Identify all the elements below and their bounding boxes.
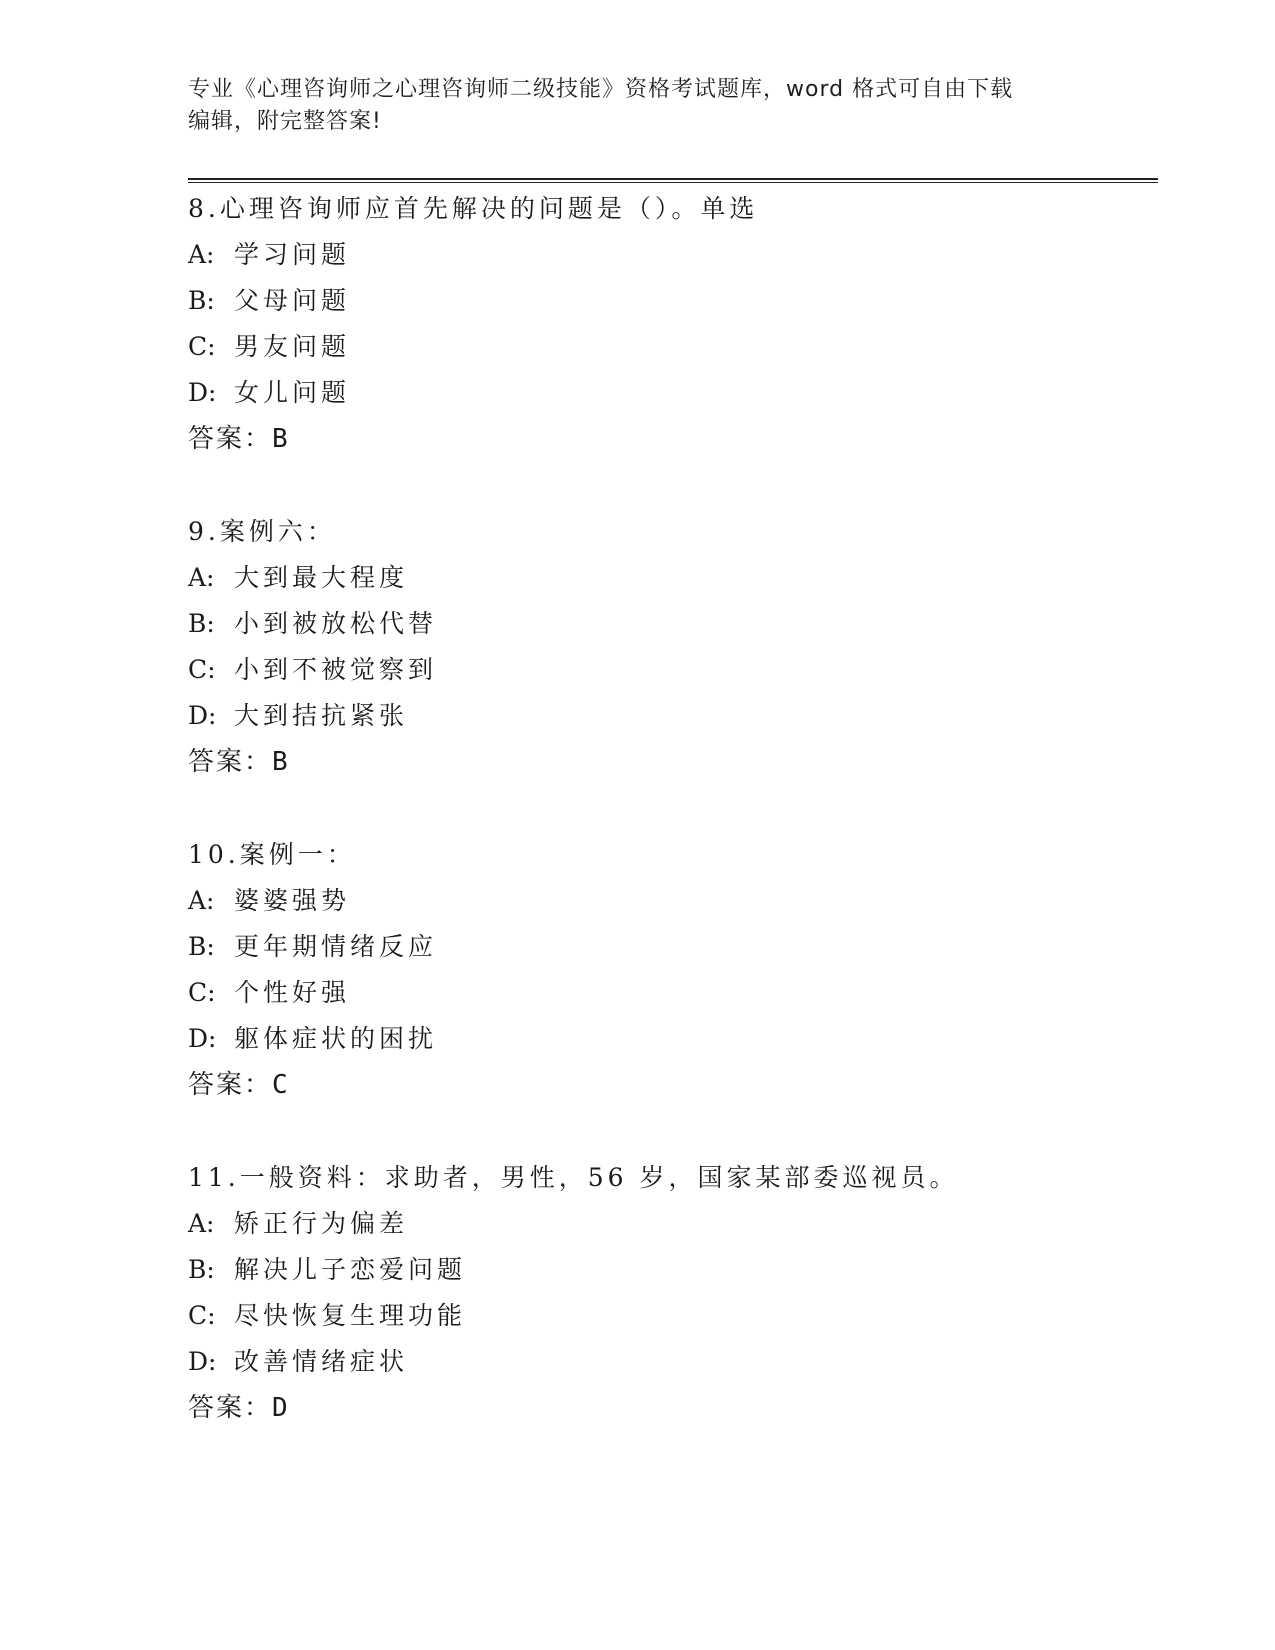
header-divider (188, 178, 1158, 183)
answer-value: C (272, 1070, 288, 1100)
header-line-2: 编辑，附完整答案! (188, 109, 382, 134)
option-d (188, 1016, 1148, 1062)
question-item (188, 186, 1148, 462)
option-key: A: (188, 240, 215, 269)
option-text: 父母问题 (234, 286, 351, 315)
option-text: 解决儿子恋爱问题 (234, 1255, 467, 1284)
answer-line (188, 1062, 1148, 1108)
option-c (188, 1293, 1148, 1339)
answer-value: B (272, 424, 288, 454)
option-key: C: (188, 978, 216, 1007)
option-a (188, 878, 1148, 924)
option-text: 男友问题 (234, 332, 351, 361)
option-key: A: (188, 886, 215, 915)
option-key: C: (188, 332, 216, 361)
answer-line (188, 1385, 1148, 1431)
answer-line (188, 739, 1148, 785)
option-a (188, 232, 1148, 278)
option-d (188, 693, 1148, 739)
option-key: D: (188, 1347, 217, 1376)
question-item (188, 509, 1148, 785)
option-c (188, 970, 1148, 1016)
option-key: B: (188, 609, 215, 638)
option-text: 矫正行为偏差 (234, 1209, 409, 1238)
option-key: D: (188, 1024, 217, 1053)
option-text: 学习问题 (234, 240, 351, 269)
option-text: 尽快恢复生理功能 (234, 1301, 467, 1330)
option-d (188, 1339, 1148, 1385)
option-text: 躯体症状的困扰 (234, 1024, 438, 1053)
option-b (188, 1247, 1148, 1293)
option-key: B: (188, 286, 215, 315)
answer-label: 答案： (188, 1070, 273, 1100)
answer-line (188, 416, 1148, 462)
option-c (188, 647, 1148, 693)
option-key: C: (188, 655, 216, 684)
question-stem: 8.心理咨询师应首先解决的问题是（）。单选 (188, 194, 759, 223)
option-text: 婆婆强势 (234, 886, 351, 915)
option-text: 女儿问题 (234, 378, 351, 407)
option-key: D: (188, 378, 217, 407)
option-text: 小到不被觉察到 (234, 655, 438, 684)
option-a (188, 555, 1148, 601)
option-text: 大到拮抗紧张 (234, 701, 409, 730)
question-item (188, 1155, 1148, 1431)
question-stem: 11.一般资料：求助者，男性，56 岁，国家某部委巡视员。 (188, 1163, 959, 1192)
answer-value: D (272, 1393, 288, 1423)
option-b (188, 278, 1148, 324)
option-key: B: (188, 932, 215, 961)
option-text: 个性好强 (234, 978, 351, 1007)
option-d (188, 370, 1148, 416)
option-a (188, 1201, 1148, 1247)
document-header (188, 74, 1088, 138)
option-text: 小到被放松代替 (234, 609, 438, 638)
option-key: A: (188, 563, 215, 592)
option-key: B: (188, 1255, 215, 1284)
option-key: A: (188, 1209, 215, 1238)
option-key: D: (188, 701, 217, 730)
answer-label: 答案： (188, 1393, 273, 1423)
answer-value: B (272, 747, 288, 777)
header-line-1: 专业《心理咨询师之心理咨询师二级技能》资格考试题库，word 格式可自由下载 (188, 77, 1014, 102)
option-key: C: (188, 1301, 216, 1330)
option-text: 大到最大程度 (234, 563, 409, 592)
question-list (188, 186, 1148, 1478)
question-item (188, 832, 1148, 1108)
question-stem: 10.案例一： (188, 840, 356, 869)
answer-label: 答案： (188, 747, 273, 777)
option-b (188, 601, 1148, 647)
option-c (188, 324, 1148, 370)
option-b (188, 924, 1148, 970)
option-text: 改善情绪症状 (234, 1347, 409, 1376)
answer-label: 答案： (188, 424, 273, 454)
question-stem: 9.案例六： (188, 517, 336, 546)
option-text: 更年期情绪反应 (234, 932, 438, 961)
